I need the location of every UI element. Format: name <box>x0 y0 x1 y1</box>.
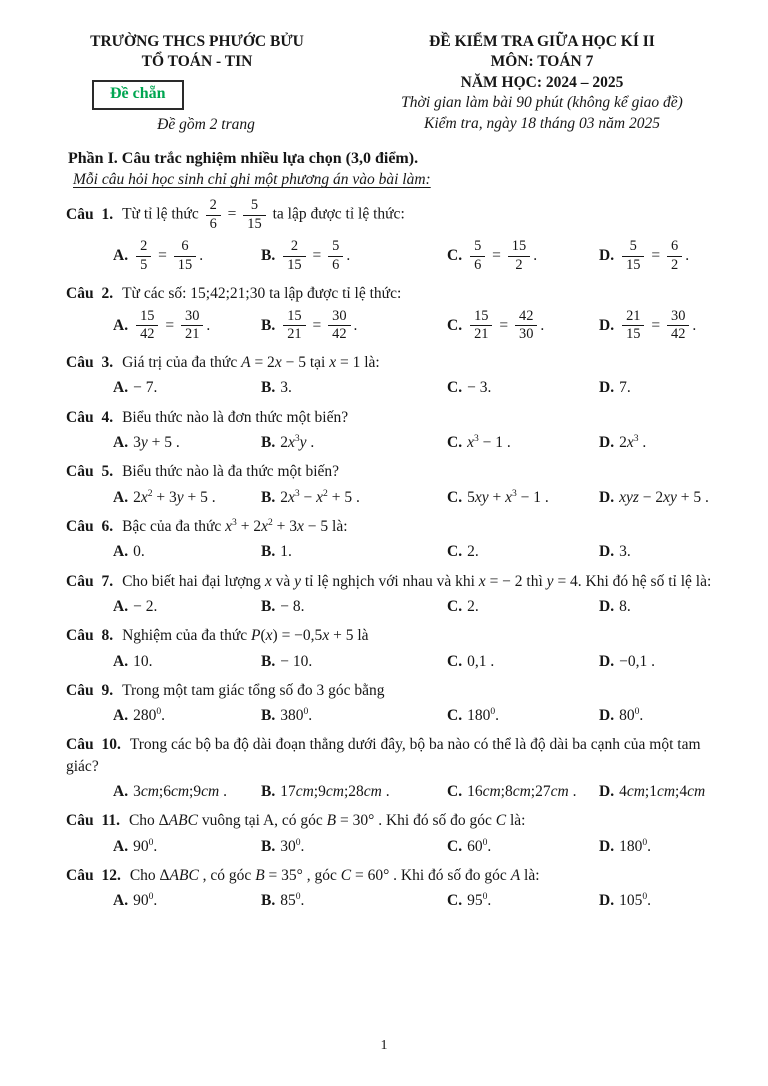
option-letter: A. <box>113 783 129 801</box>
option-text: − 8. <box>280 597 305 615</box>
option-letter: C. <box>447 434 463 452</box>
option-letter: D. <box>599 837 615 855</box>
exam-body <box>0 150 768 912</box>
question-block <box>66 810 716 858</box>
question-stem: Câu 4. Biểu thức nào là đơn thức một biến? <box>66 408 349 426</box>
options-row <box>113 650 716 673</box>
question-label: Câu 3. <box>66 354 114 372</box>
question-block <box>66 571 716 619</box>
options-row <box>113 595 716 618</box>
answer-option <box>261 595 447 618</box>
options-row <box>113 376 716 399</box>
answer-option <box>447 307 599 345</box>
option-letter: B. <box>261 434 276 452</box>
fraction: $\frac{30}{21}$ <box>181 309 203 343</box>
option-letter: A. <box>113 543 129 561</box>
option-text: − 7. <box>133 379 158 397</box>
answer-option <box>113 237 261 275</box>
answer-option <box>447 540 599 563</box>
question-block <box>66 625 716 673</box>
option-text: $5xy + x^3 - 1$ . <box>467 487 549 506</box>
option-letter: C. <box>447 488 463 506</box>
answer-option <box>261 835 447 858</box>
option-letter: D. <box>599 488 615 506</box>
option-text: 0,1 . <box>467 652 495 670</box>
option-text: $\frac{5}{15}$ = $\frac{6}{2}$ . <box>619 247 689 264</box>
school-name: TRƯỜNG THCS PHƯỚC BỬU <box>90 33 304 50</box>
option-letter: B. <box>261 488 276 506</box>
department-name: TỔ TOÁN - TIN <box>141 53 253 71</box>
option-letter: A. <box>113 652 129 670</box>
option-text: 3. <box>280 379 292 397</box>
header-right-block <box>366 32 718 134</box>
answer-option <box>599 540 716 563</box>
answer-option <box>261 889 447 912</box>
answer-option <box>447 835 599 858</box>
option-letter: B. <box>261 783 276 801</box>
option-text: $\frac{15}{21}$ = $\frac{42}{30}$ . <box>467 317 544 334</box>
option-text: $2x^2 + 3y + 5$ . <box>133 487 216 506</box>
answer-option <box>447 376 599 399</box>
fraction: $\frac{6}{2}$ <box>667 239 682 273</box>
answer-option <box>261 540 447 563</box>
answer-option <box>447 595 599 618</box>
option-letter: B. <box>261 247 276 265</box>
answer-option <box>113 540 261 563</box>
answer-option <box>599 835 716 858</box>
question-block <box>66 407 716 455</box>
option-text: 3y + 5 . <box>133 434 180 452</box>
question-block <box>66 196 716 275</box>
question-block <box>66 461 716 509</box>
page-number: 1 <box>380 1038 388 1053</box>
question-stem: Câu 12. Cho ΔABC , có góc B = 35° , góc C = 60° . Khi đó số đo góc A là: <box>66 867 540 885</box>
answer-option <box>447 237 599 275</box>
answer-option <box>599 307 716 345</box>
option-letter: B. <box>261 316 276 334</box>
option-text: $\frac{21}{15}$ = $\frac{30}{42}$ . <box>619 317 696 334</box>
option-letter: B. <box>261 543 276 561</box>
question-stem: Câu 10. Trong các bộ ba độ dài đoạn thẳng dưới đây, bộ ba nào có thể là độ dài ba cạnh của một tam giác? <box>66 736 701 775</box>
question-block <box>66 283 716 346</box>
option-text: −0,1 . <box>619 652 655 670</box>
option-letter: A. <box>113 379 129 397</box>
section-heading: Phần I. Câu trắc nghiệm nhiều lựa chọn (3,0 điểm). <box>68 150 419 168</box>
question-label: Câu 11. <box>66 812 120 830</box>
question-block <box>66 680 716 728</box>
option-letter: A. <box>113 316 129 334</box>
options-row <box>113 835 716 858</box>
question-label: Câu 8. <box>66 627 114 645</box>
option-text: $2x^3y$ . <box>280 432 315 452</box>
option-text: $80^0$. <box>619 705 644 725</box>
option-text: $60^0$. <box>467 836 492 855</box>
option-letter: B. <box>261 892 276 910</box>
option-text: $90^0$. <box>133 836 158 855</box>
answer-option <box>599 889 716 912</box>
option-letter: C. <box>447 652 463 670</box>
question-stem: Câu 7. Cho biết hai đại lượng x và y tỉ lệ nghịch với nhau và khi x = − 2 thì y = 4. Khi đó hệ số tỉ lệ là: <box>66 572 712 590</box>
fraction: $\frac{6}{15}$ <box>174 239 196 273</box>
fraction: $\frac{5}{6}$ <box>470 239 485 273</box>
option-text: 7. <box>619 379 631 397</box>
question-block <box>66 516 716 564</box>
option-letter: D. <box>599 316 615 334</box>
option-text: $x^3 - 1$ . <box>467 432 511 452</box>
question-stem: Câu 8. Nghiệm của đa thức P(x) = −0,5x + 5 là <box>66 627 369 645</box>
option-letter: A. <box>113 892 129 910</box>
question-stem: Câu 1. Từ tỉ lệ thức $\frac{2}{6}$ = $\frac{5}{15}$ ta lập được tỉ lệ thức: <box>66 197 405 232</box>
option-text: 0. <box>133 543 145 561</box>
answer-option <box>113 431 261 454</box>
answer-option <box>447 431 599 454</box>
option-text: − 10. <box>280 652 313 670</box>
answer-option <box>113 376 261 399</box>
option-text: 3. <box>619 543 631 561</box>
option-letter: D. <box>599 543 615 561</box>
options-row <box>113 307 716 345</box>
question-label: Câu 5. <box>66 463 114 481</box>
option-text: 1. <box>280 543 292 561</box>
fraction: $\frac{15}{21}$ <box>470 309 492 343</box>
answer-option <box>447 704 599 727</box>
option-letter: D. <box>599 892 615 910</box>
fraction: $\frac{15}{2}$ <box>508 239 530 273</box>
answer-option <box>113 889 261 912</box>
fraction: $\frac{5}{15}$ <box>243 198 265 232</box>
option-text: $380^0$. <box>280 705 313 725</box>
pages-note: Đề gồm 2 trang <box>157 115 255 133</box>
option-letter: C. <box>447 597 463 615</box>
option-letter: C. <box>447 316 463 334</box>
fraction: $\frac{42}{30}$ <box>515 309 537 343</box>
question-label: Câu 12. <box>66 867 121 885</box>
option-text: $2x^3$ . <box>619 432 647 452</box>
question-label: Câu 9. <box>66 681 114 699</box>
option-text: $2x^3 - x^2 + 5$ . <box>280 487 360 506</box>
duration-note: Thời gian làm bài 90 phút (không kể giao đề) <box>401 94 683 112</box>
option-text: 10. <box>133 652 153 670</box>
answer-option <box>113 595 261 618</box>
option-letter: C. <box>447 892 463 910</box>
option-text: $95^0$. <box>467 891 492 910</box>
answer-option <box>261 431 447 454</box>
answer-option <box>261 237 447 275</box>
header-left-block <box>66 32 328 134</box>
answer-option <box>447 780 599 803</box>
option-letter: B. <box>261 837 276 855</box>
option-letter: A. <box>113 837 129 855</box>
answer-option <box>261 780 447 803</box>
fraction: $\frac{21}{15}$ <box>622 309 644 343</box>
option-letter: D. <box>599 247 615 265</box>
question-label: Câu 10. <box>66 736 121 754</box>
fraction: $\frac{15}{42}$ <box>136 309 158 343</box>
option-text: $\frac{15}{21}$ = $\frac{30}{42}$ . <box>280 317 357 334</box>
option-letter: C. <box>447 543 463 561</box>
option-text: 2. <box>467 543 479 561</box>
answer-option <box>113 780 261 803</box>
option-text: $\frac{15}{42}$ = $\frac{30}{21}$ . <box>133 317 210 334</box>
answer-option <box>599 595 716 618</box>
answer-option <box>599 431 716 454</box>
option-text: − 3. <box>467 379 492 397</box>
option-text: $90^0$. <box>133 891 158 910</box>
exam-title: ĐỀ KIỂM TRA GIỮA HỌC KÍ II <box>429 33 655 50</box>
option-text: $30^0$. <box>280 836 305 855</box>
options-row <box>113 237 716 275</box>
option-text: 2. <box>467 597 479 615</box>
question-stem: Câu 2. Từ các số: 15;42;21;30 ta lập được tỉ lệ thức: <box>66 284 402 302</box>
option-text: $85^0$. <box>280 891 305 910</box>
fraction: $\frac{2}{5}$ <box>136 239 151 273</box>
question-block <box>66 734 716 803</box>
answer-option <box>599 486 716 509</box>
exam-header <box>0 0 768 134</box>
answer-option <box>599 237 716 275</box>
option-letter: D. <box>599 434 615 452</box>
options-row <box>113 889 716 912</box>
question-label: Câu 7. <box>66 572 114 590</box>
answer-option <box>261 704 447 727</box>
options-row <box>113 780 716 803</box>
answer-option <box>447 889 599 912</box>
option-letter: C. <box>447 707 463 725</box>
answer-option <box>447 650 599 673</box>
option-letter: D. <box>599 597 615 615</box>
question-label: Câu 2. <box>66 284 114 302</box>
option-letter: C. <box>447 247 463 265</box>
question-stem: Câu 5. Biểu thức nào là đa thức một biến? <box>66 463 340 481</box>
questions-list <box>66 196 716 912</box>
school-year-line: NĂM HỌC: 2024 – 2025 <box>460 73 624 91</box>
question-label: Câu 4. <box>66 408 114 426</box>
answer-option <box>113 307 261 345</box>
question-block <box>66 865 716 913</box>
fraction: $\frac{5}{15}$ <box>622 239 644 273</box>
question-label: Câu 1. <box>66 205 114 223</box>
fraction: $\frac{2}{15}$ <box>283 239 305 273</box>
option-letter: A. <box>113 597 129 615</box>
option-text: − 2. <box>133 597 158 615</box>
question-label: Câu 6. <box>66 517 114 535</box>
options-row <box>113 704 716 727</box>
answer-option <box>599 650 716 673</box>
option-letter: A. <box>113 488 129 506</box>
answer-option <box>599 780 716 803</box>
options-row <box>113 486 716 509</box>
option-text: 17cm;9cm;28cm . <box>280 783 390 801</box>
option-text: xyz − 2xy + 5 . <box>619 488 709 506</box>
option-text: $\frac{2}{5}$ = $\frac{6}{15}$ . <box>133 247 203 264</box>
fraction: $\frac{30}{42}$ <box>328 309 350 343</box>
option-letter: A. <box>113 247 129 265</box>
option-letter: B. <box>261 652 276 670</box>
option-text: 3cm;6cm;9cm . <box>133 783 227 801</box>
question-stem: Câu 6. Bậc của đa thức $x^3 + 2x^2 + 3x - 5$ là: <box>66 516 348 535</box>
option-text: $105^0$. <box>619 891 651 910</box>
option-letter: D. <box>599 652 615 670</box>
option-text: 16cm;8cm;27cm . <box>467 783 577 801</box>
answer-option <box>599 704 716 727</box>
variant-badge-wrap <box>92 80 328 110</box>
answer-option <box>261 486 447 509</box>
option-text: 4cm;1cm;4cm <box>619 783 706 801</box>
question-block <box>66 352 716 400</box>
answer-option <box>113 835 261 858</box>
answer-option <box>599 376 716 399</box>
fraction: $\frac{2}{6}$ <box>206 198 221 232</box>
answer-option <box>113 486 261 509</box>
option-letter: B. <box>261 379 276 397</box>
option-letter: D. <box>599 783 615 801</box>
question-stem: Câu 9. Trong một tam giác tổng số đo 3 góc bằng <box>66 681 385 699</box>
exam-date-note: Kiểm tra, ngày 18 tháng 03 năm 2025 <box>424 114 660 132</box>
section-instruction: Mỗi câu hỏi học sinh chỉ ghi một phương án vào bài làm: <box>73 171 431 189</box>
option-letter: C. <box>447 783 463 801</box>
option-text: 8. <box>619 597 631 615</box>
option-text: $180^0$. <box>467 705 499 725</box>
variant-badge: Đề chẵn <box>92 80 184 110</box>
option-letter: A. <box>113 434 129 452</box>
fraction: $\frac{30}{42}$ <box>667 309 689 343</box>
option-letter: D. <box>599 379 615 397</box>
question-stem: Câu 11. Cho ΔABC vuông tại A, có góc B = 30° . Khi đó số đo góc C là: <box>66 812 526 830</box>
option-letter: A. <box>113 707 129 725</box>
option-text: $280^0$. <box>133 705 165 725</box>
fraction: $\frac{15}{21}$ <box>283 309 305 343</box>
options-row <box>113 431 716 454</box>
option-text: $\frac{2}{15}$ = $\frac{5}{6}$ . <box>280 247 350 264</box>
option-letter: C. <box>447 379 463 397</box>
option-letter: B. <box>261 597 276 615</box>
option-letter: D. <box>599 707 615 725</box>
answer-option <box>261 376 447 399</box>
option-letter: B. <box>261 707 276 725</box>
option-text: $180^0$. <box>619 836 651 855</box>
answer-option <box>261 650 447 673</box>
subject-line: MÔN: TOÁN 7 <box>490 53 594 71</box>
fraction: $\frac{5}{6}$ <box>328 239 343 273</box>
answer-option <box>113 650 261 673</box>
answer-option <box>113 704 261 727</box>
answer-option <box>447 486 599 509</box>
answer-option <box>261 307 447 345</box>
option-letter: C. <box>447 837 463 855</box>
option-text: $\frac{5}{6}$ = $\frac{15}{2}$ . <box>467 247 537 264</box>
options-row <box>113 540 716 563</box>
question-stem: Câu 3. Giá trị của đa thức A = 2x − 5 tại x = 1 là: <box>66 354 380 372</box>
